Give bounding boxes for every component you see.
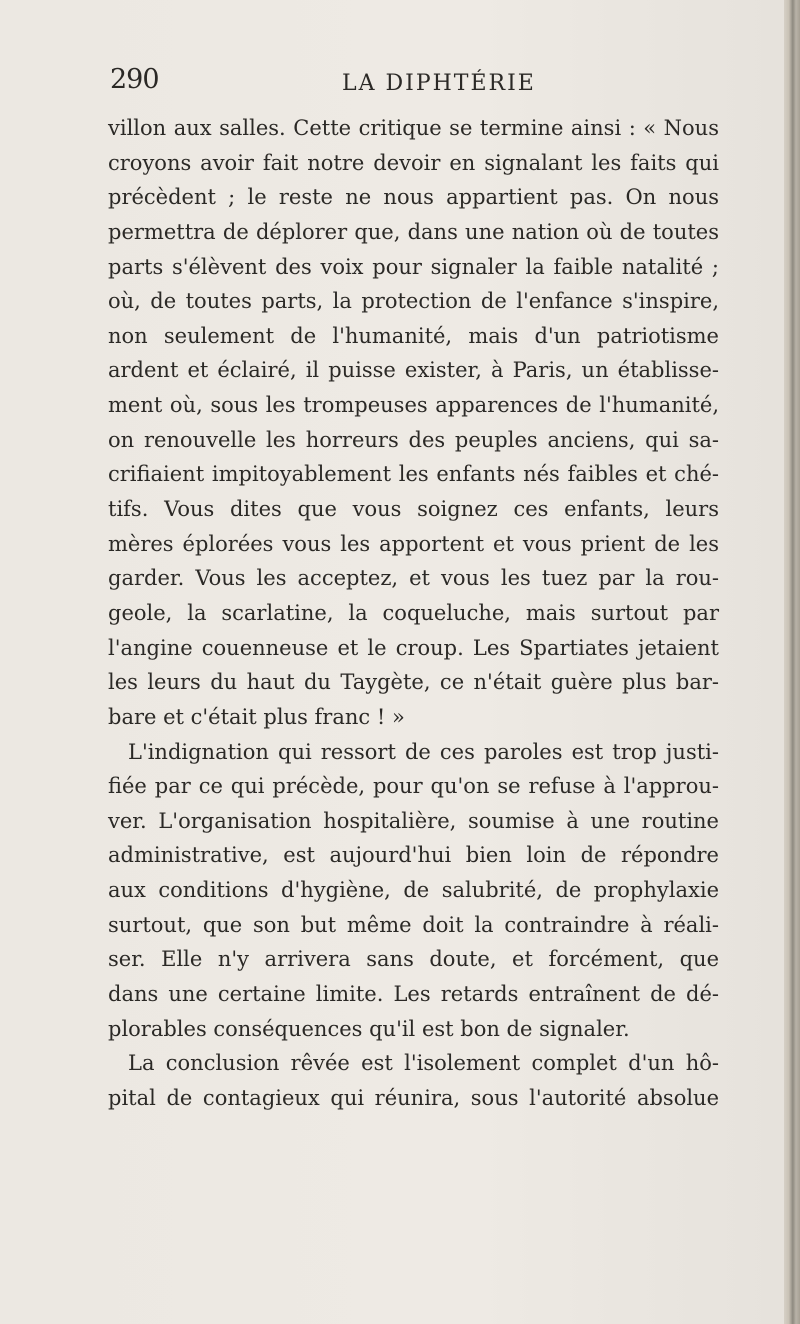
body-text: [108, 111, 719, 1116]
text-line: crifiaient impitoyablement les enfants nés faibles et ché-: [108, 462, 719, 487]
text-line: fiée par ce qui précède, pour qu'on se refuse à l'approu-: [108, 774, 719, 799]
text-line: précèdent ; le reste ne nous appartient pas. On nous: [108, 185, 719, 210]
text-line: administrative, est aujourd'hui bien loin de répondre: [108, 843, 719, 868]
text-line: ser. Elle n'y arrivera sans doute, et forcément, que: [108, 947, 719, 972]
text-line: bare et c'était plus franc ! »: [108, 704, 405, 729]
text-line: dans une certaine limite. Les retards entraînent de dé-: [108, 982, 719, 1007]
text-line: surtout, que son but même doit la contraindre à réali-: [108, 912, 719, 937]
text-line: l'angine couenneuse et le croup. Les Spartiates jetaient: [108, 635, 719, 660]
text-line: geole, la scarlatine, la coqueluche, mais surtout par: [108, 600, 719, 625]
text-line: ardent et éclairé, il puisse exister, à Paris, un établisse-: [108, 358, 719, 383]
text-line: villon aux salles. Cette critique se termine ainsi : « Nous: [108, 116, 719, 140]
text-line: mères éplorées vous les apportent et vous prient de les: [108, 531, 719, 556]
text-line: tifs. Vous dites que vous soignez ces enfants, leurs: [108, 497, 719, 522]
text-line: L'indignation qui ressort de ces paroles est trop justi-: [128, 739, 719, 764]
text-line: parts s'élèvent des voix pour signaler la faible natalité ;: [108, 254, 719, 279]
text-line: non seulement de l'humanité, mais d'un patriotisme: [108, 323, 719, 348]
text-line: ver. L'organisation hospitalière, soumise à une routine: [108, 808, 719, 833]
running-title: LA DIPHTÉRIE: [342, 71, 536, 96]
text-line: permettra de déplorer que, dans une nation où de toutes: [108, 219, 719, 244]
page-header: [0, 62, 784, 102]
text-line: les leurs du haut du Taygète, ce n'était guère plus bar-: [108, 670, 719, 695]
text-line: où, de toutes parts, la protection de l'enfance s'inspire,: [108, 289, 719, 314]
text-line: garder. Vous les acceptez, et vous les tuez par la rou-: [108, 566, 719, 591]
text-line: La conclusion rêvée est l'isolement complet d'un hô-: [128, 1051, 719, 1076]
text-line: ment où, sous les trompeuses apparences de l'humanité,: [108, 393, 719, 418]
text-line: croyons avoir fait notre devoir en signalant les faits qui: [108, 150, 719, 175]
text-line: aux conditions d'hygiène, de salubrité, de prophylaxie: [108, 878, 719, 903]
text-line: pital de contagieux qui réunira, sous l'autorité absolue: [108, 1085, 719, 1110]
page-number: 290: [110, 64, 159, 95]
page-edge: [784, 0, 800, 1324]
text-line: on renouvelle les horreurs des peuples anciens, qui sa-: [108, 427, 719, 452]
text-line: plorables conséquences qu'il est bon de signaler.: [108, 1016, 630, 1041]
